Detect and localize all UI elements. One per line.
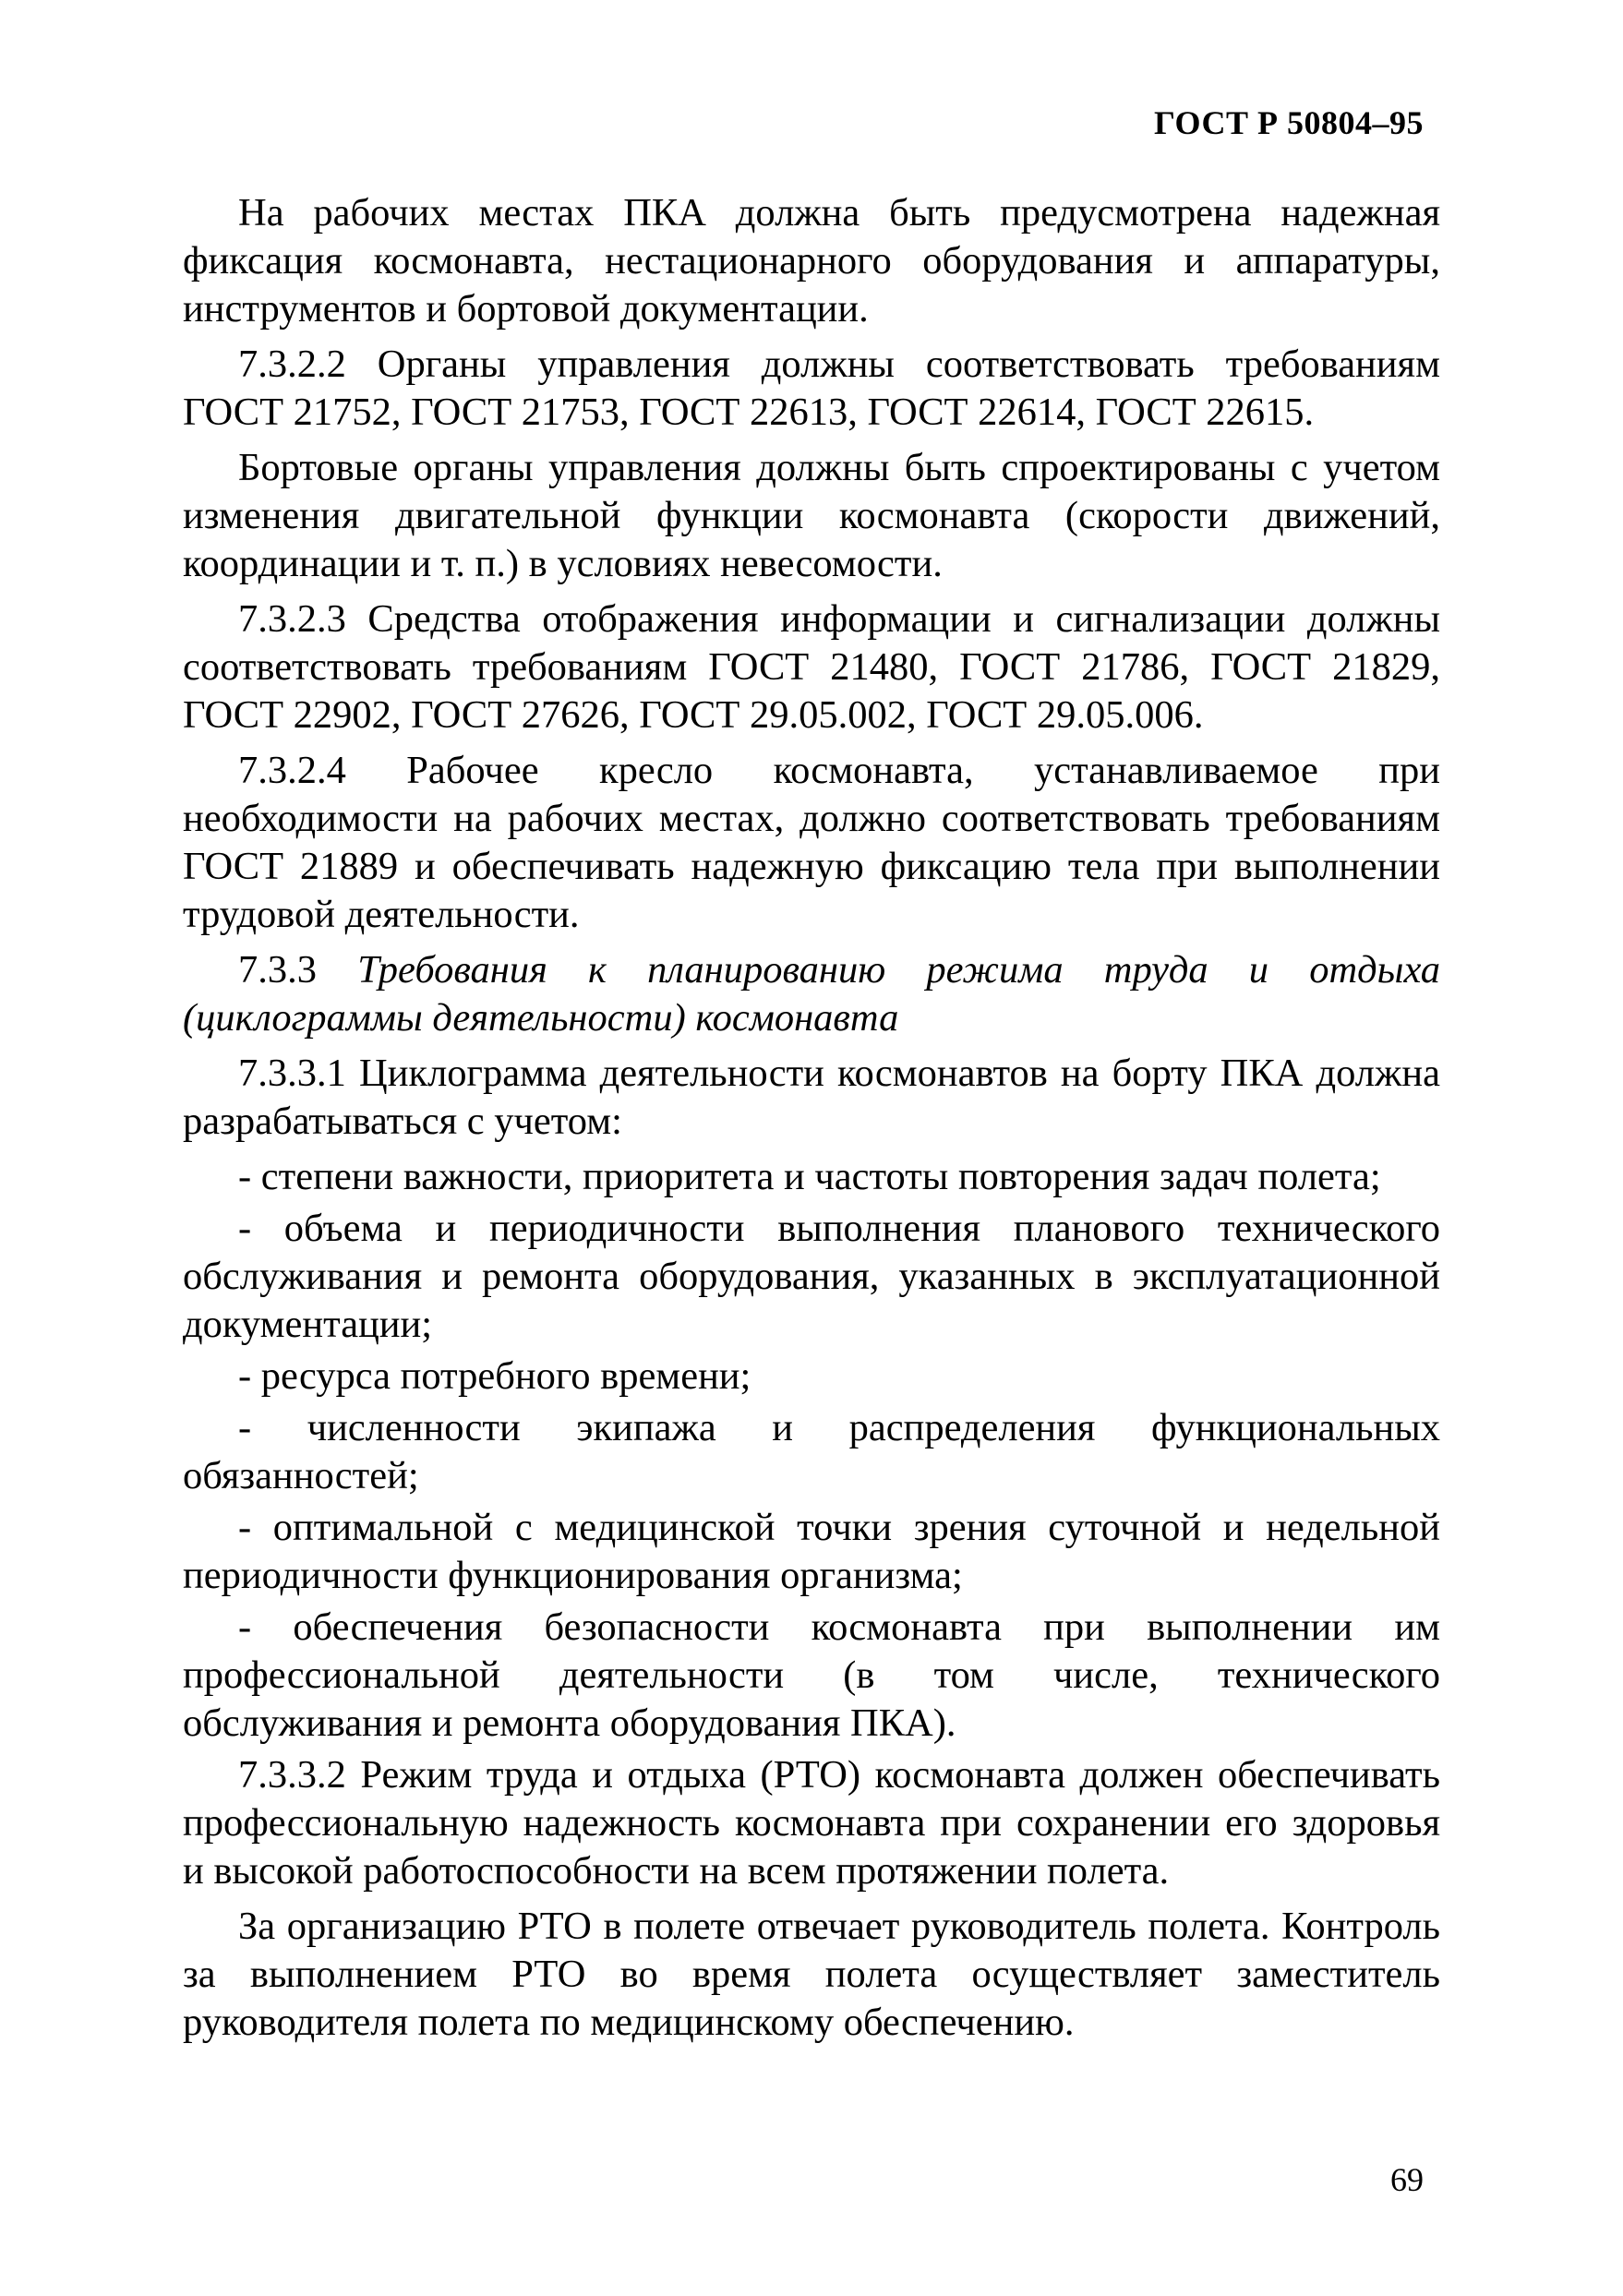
page-body xyxy=(183,189,1440,2054)
paragraph-fixation: На рабочих местах ПКА должна быть предусмотрена надежная фиксация космонавта, нестационарного оборудования и аппаратуры, инструментов и бортовой документации. xyxy=(183,191,1440,331)
list-item: - оптимальной с медицинской точки зрения суточной и недельной периодичности функционирования организма; xyxy=(183,1506,1440,1597)
list-item: - степени важности, приоритета и частоты повторения задач полета; xyxy=(238,1155,1381,1198)
section-heading-7-3-3 xyxy=(183,946,1440,1042)
list-item: - численности экипажа и распределения функциональных обязанностей; xyxy=(183,1406,1440,1497)
paragraph-7-3-3-2: 7.3.3.2 Режим труда и отдыха (РТО) космонавта должен обеспечивать профессиональную надежность космонавта при сохранении его здоровья и высокой работоспособности на всем протяжении полета. xyxy=(183,1753,1440,1893)
section-number: 7.3.3 xyxy=(238,948,317,992)
paragraph-7-3-2-4: 7.3.2.4 Рабочее кресло космонавта, устанавливаемое при необходимости на рабочих местах, должно соответствовать требованиям ГОСТ 21889 и обеспечивать надежную фиксацию тела при выполнении трудовой деятельности. xyxy=(183,749,1440,936)
paragraph-7-3-2-2: 7.3.2.2 Органы управления должны соответствовать требованиям ГОСТ 21752, ГОСТ 21753, ГОСТ 22613, ГОСТ 22614, ГОСТ 22615. xyxy=(183,343,1440,434)
paragraph-7-3-3-1: 7.3.3.1 Циклограмма деятельности космонавтов на борту ПКА должна разрабатываться с учетом: xyxy=(183,1052,1440,1143)
list-item: - обеспечения безопасности космонавта при выполнении им профессиональной деятельности (в том числе, технического обслуживания и ремонта оборудования ПКА). xyxy=(183,1605,1440,1745)
list-item: - ресурса потребного времени; xyxy=(238,1354,751,1398)
document-code-header: ГОСТ Р 50804–95 xyxy=(1154,104,1424,141)
paragraph-controls-design: Бортовые органы управления должны быть спроектированы с учетом изменения двигательной функции космонавта (скорости движений, координации и т. п.) в условиях невесомости. xyxy=(183,446,1440,585)
paragraph-rto-organization: За организацию РТО в полете отвечает руководитель полета. Контроль за выполнением РТО во время полета осуществляет заместитель руководителя полета по медицинскому обеспечению. xyxy=(183,1905,1440,2044)
page-number: 69 xyxy=(1390,2161,1424,2198)
list-item: - объема и периодичности выполнения планового технического обслуживания и ремонта оборудования, указанных в эксплуатационной документации; xyxy=(183,1207,1440,1346)
section-title: Требования к планированию режима труда и отдыха (циклограммы деятельности) космонавта xyxy=(183,948,1441,1040)
paragraph-7-3-2-3: 7.3.2.3 Средства отображения информации и сигнализации должны соответствовать требованиям ГОСТ 21480, ГОСТ 21786, ГОСТ 21829, ГОСТ 22902, ГОСТ 27626, ГОСТ 29.05.002, ГОСТ 29.05.006. xyxy=(183,597,1440,737)
